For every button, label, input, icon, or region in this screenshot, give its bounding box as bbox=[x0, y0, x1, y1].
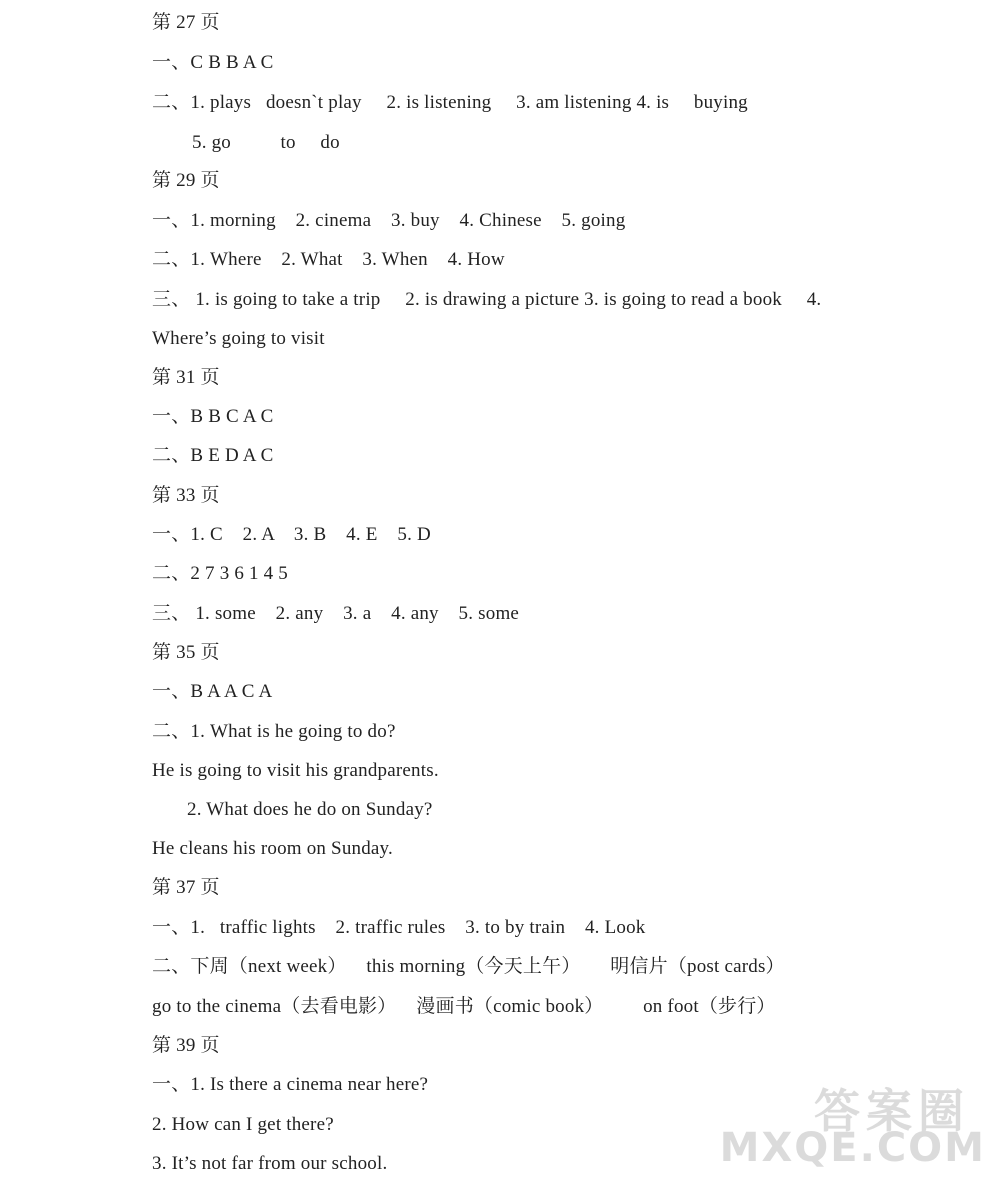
answer-line: He cleans his room on Sunday. bbox=[152, 838, 393, 859]
answer-line: 二、1. Where 2. What 3. When 4. How bbox=[152, 249, 505, 270]
page-heading-39: 第 39 页 bbox=[152, 1035, 220, 1056]
answer-line: 一、1. traffic lights 2. traffic rules 3. to by train 4. Look bbox=[152, 917, 646, 938]
answer-line: 三、 1. some 2. any 3. a 4. any 5. some bbox=[152, 603, 520, 624]
answer-line: 一、B B C A C bbox=[152, 406, 274, 427]
page-heading-33: 第 33 页 bbox=[152, 485, 220, 506]
answer-line: 5. go to do bbox=[192, 132, 340, 153]
answer-line: 一、C B B A C bbox=[152, 52, 274, 73]
page-heading-31: 第 31 页 bbox=[152, 367, 220, 388]
answer-line: 二、1. What is he going to do? bbox=[152, 721, 396, 742]
answer-line: 二、2 7 3 6 1 4 5 bbox=[152, 563, 289, 584]
watermark-logo bbox=[660, 1075, 990, 1171]
answer-line: 一、B A A C A bbox=[152, 681, 273, 702]
answer-line: 三、 1. is going to take a trip 2. is drawing a picture 3. is going to read a book 4. bbox=[152, 289, 822, 310]
answer-line: Where’s going to visit bbox=[152, 328, 325, 349]
answer-line: 一、1. Is there a cinema near here? bbox=[152, 1074, 429, 1095]
page-heading-27: 第 27 页 bbox=[152, 12, 220, 33]
page-heading-37: 第 37 页 bbox=[152, 877, 220, 898]
page-heading-29: 第 29 页 bbox=[152, 170, 220, 191]
answer-line: He is going to visit his grandparents. bbox=[152, 760, 439, 781]
answer-line: 一、1. morning 2. cinema 3. buy 4. Chinese 5. going bbox=[152, 210, 626, 231]
answer-line: 二、1. plays doesn`t play 2. is listening 3. am listening 4. is buying bbox=[152, 92, 748, 113]
answer-line: 二、B E D A C bbox=[152, 445, 274, 466]
answer-line: 2. How can I get there? bbox=[152, 1114, 334, 1135]
answer-line: go to the cinema（去看电影） 漫画书（comic book） on foot（步行） bbox=[152, 996, 776, 1017]
answer-line: 二、下周（next week） this morning（今天上午） 明信片（post cards） bbox=[152, 956, 785, 977]
answer-line: 一、1. C 2. A 3. B 4. E 5. D bbox=[152, 524, 431, 545]
answer-line: 2. What does he do on Sunday? bbox=[187, 799, 433, 820]
watermark-top-text: 答案圈 bbox=[814, 1084, 970, 1138]
answer-line: 3. It’s not far from our school. bbox=[152, 1153, 388, 1174]
page-heading-35: 第 35 页 bbox=[152, 642, 220, 663]
watermark-bottom-text: MXQE.COM bbox=[719, 1125, 986, 1171]
